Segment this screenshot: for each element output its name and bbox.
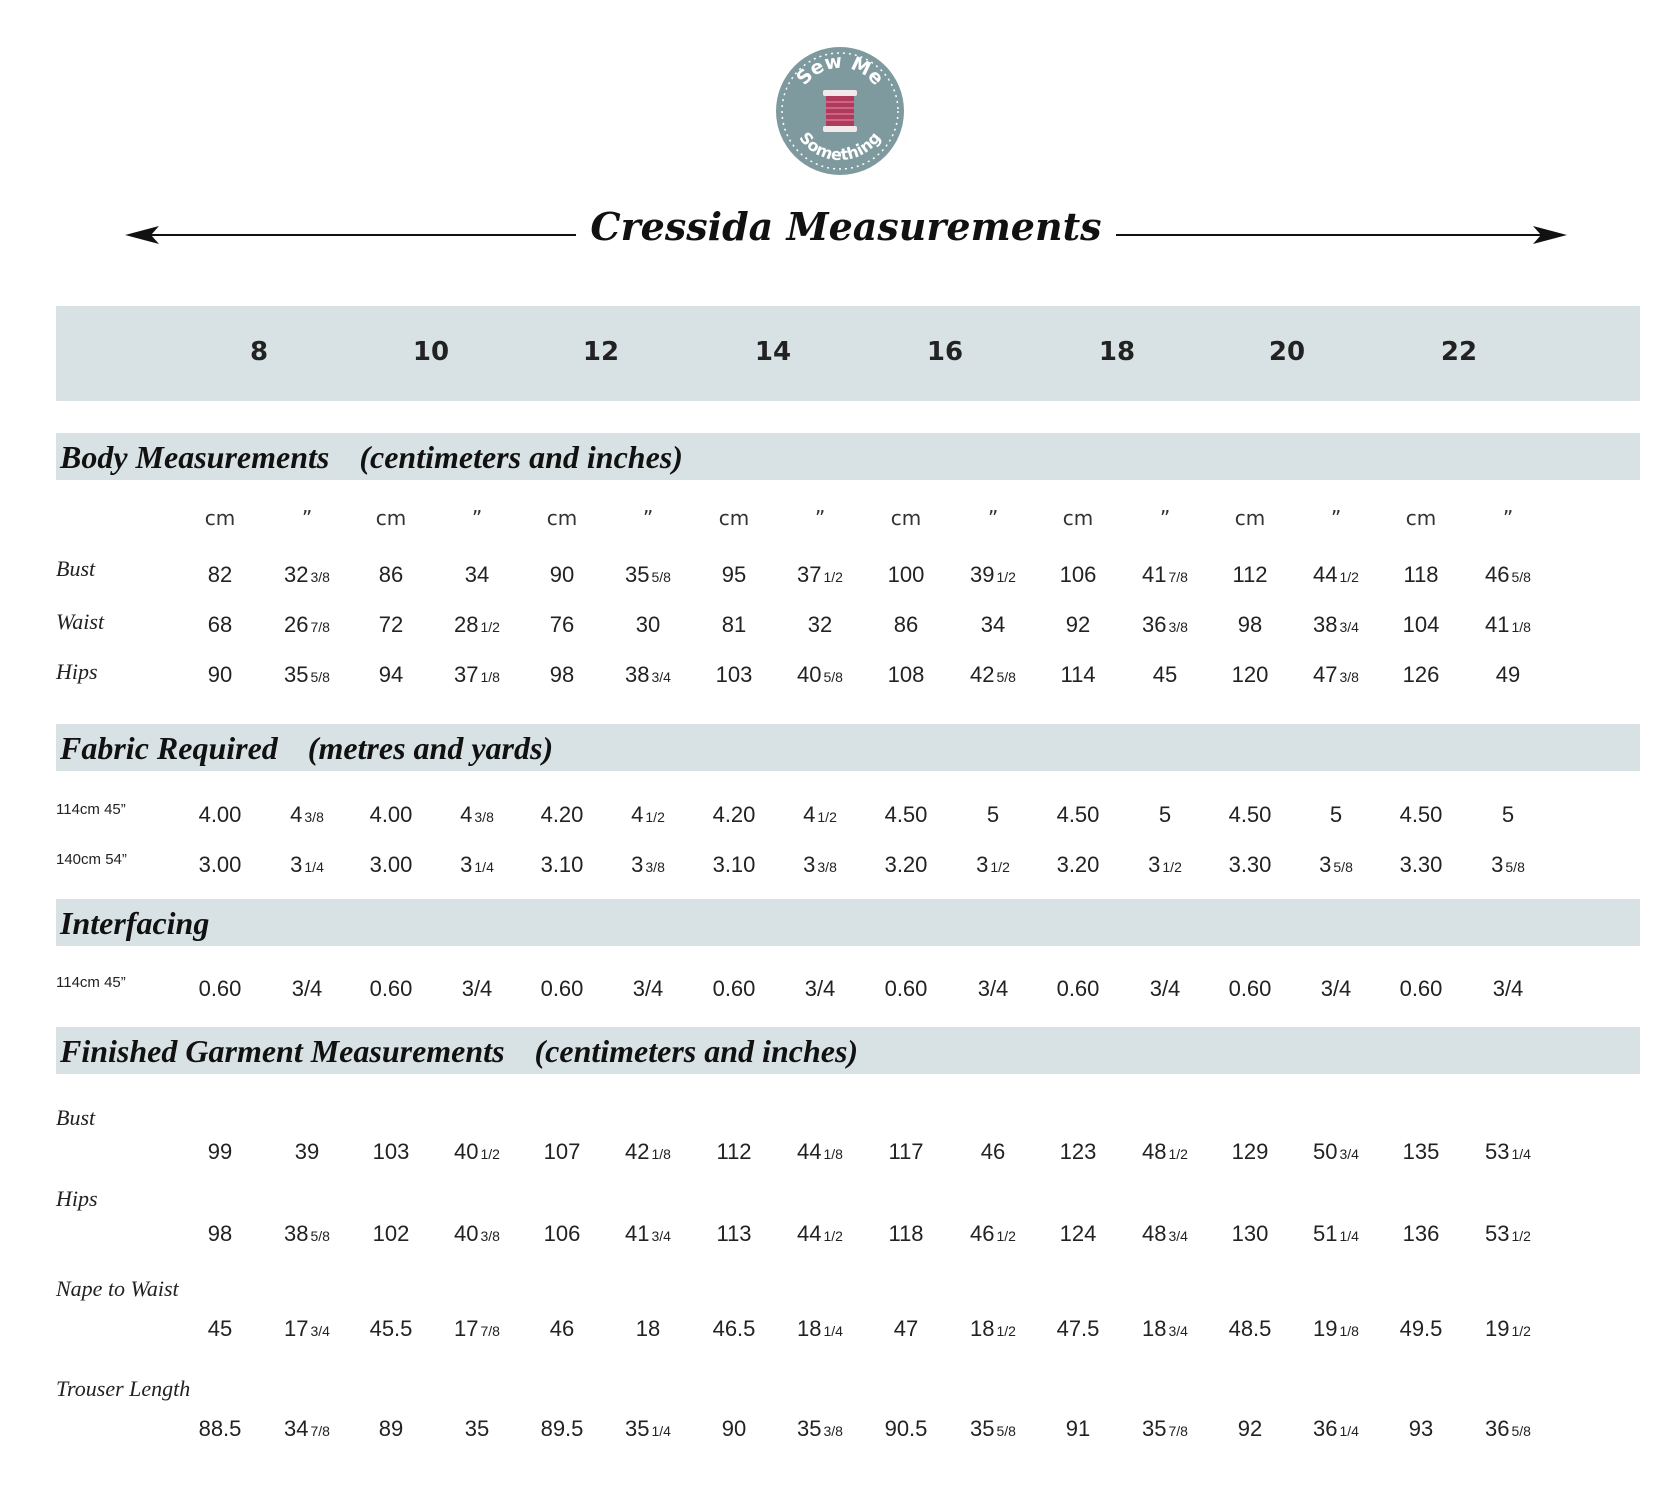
fraction: 1/2 xyxy=(1339,569,1359,585)
value-cell: 47 3/8 xyxy=(1313,662,1359,687)
fraction: 1/2 xyxy=(1162,859,1182,875)
fraction: 1/2 xyxy=(645,809,665,825)
unit-label: cm xyxy=(204,506,236,530)
fraction: 1/8 xyxy=(651,1146,671,1162)
value-cell: 92 xyxy=(1237,1416,1263,1441)
fraction: 1/4 xyxy=(823,1323,843,1339)
value-cell: 41 3/4 xyxy=(625,1221,671,1246)
value-cell: 40 5/8 xyxy=(797,662,843,687)
section-title: Finished Garment Measurements (centimeters and inches) xyxy=(60,1033,859,1069)
value-cell: 4 1/2 xyxy=(631,802,665,827)
value-cell: 26 7/8 xyxy=(284,612,330,637)
value-cell: 32 3/8 xyxy=(284,562,330,587)
fraction: 1/2 xyxy=(1168,1146,1188,1162)
size-header-band xyxy=(56,306,1640,401)
value-cell: 42 5/8 xyxy=(970,662,1016,687)
value-cell: 44 1/2 xyxy=(1313,562,1359,587)
row-label: Waist xyxy=(56,609,105,634)
fraction: 1/2 xyxy=(823,1228,843,1244)
fraction: 1/2 xyxy=(996,1228,1016,1244)
value-cell: 38 5/8 xyxy=(284,1221,330,1246)
value-cell: 35 xyxy=(464,1416,490,1441)
value-cell: 18 xyxy=(635,1316,661,1341)
value-cell: 124 xyxy=(1059,1221,1097,1246)
value-cell: 86 xyxy=(378,562,404,587)
unit-label: cm xyxy=(1405,506,1437,530)
value-cell: 45 xyxy=(1152,662,1178,687)
value-cell: 120 xyxy=(1231,662,1269,687)
value-cell: 90 xyxy=(721,1416,747,1441)
value-cell: 90.5 xyxy=(884,1416,928,1441)
fraction: 1/4 xyxy=(1511,1146,1531,1162)
value-cell: 34 xyxy=(464,562,490,587)
fraction: 7/8 xyxy=(1168,569,1188,585)
fraction: 5/8 xyxy=(1511,569,1531,585)
value-cell: 5 xyxy=(1158,802,1172,827)
row-label: Trouser Length xyxy=(56,1376,191,1401)
fraction: 5/8 xyxy=(310,1228,330,1244)
section-title: Body Measurements (centimeters and inches) xyxy=(60,439,683,475)
value-cell: 49 xyxy=(1495,662,1521,687)
value-cell: 46.5 xyxy=(712,1316,756,1341)
value-cell: 0.60 xyxy=(1399,976,1443,1001)
fraction: 1/8 xyxy=(1511,619,1531,635)
value-cell: 3 1/2 xyxy=(976,852,1010,877)
value-cell: 89 xyxy=(378,1416,404,1441)
value-cell: 37 1/8 xyxy=(454,662,500,687)
value-cell: 44 1/8 xyxy=(797,1139,843,1164)
value-cell: 32 xyxy=(807,612,833,637)
fraction: 7/8 xyxy=(480,1323,500,1339)
value-cell: 117 xyxy=(888,1139,924,1164)
unit-label: ” xyxy=(814,506,826,530)
value-cell: 107 xyxy=(543,1139,581,1164)
value-cell: 89.5 xyxy=(540,1416,584,1441)
value-cell: 3.10 xyxy=(540,852,584,877)
value-cell: 129 xyxy=(1231,1139,1269,1164)
value-cell: 44 1/2 xyxy=(797,1221,843,1246)
value-cell: 36 5/8 xyxy=(1485,1416,1531,1441)
title-row xyxy=(125,200,1567,264)
value-cell: 103 xyxy=(715,662,753,687)
row-label: Hips xyxy=(56,1186,98,1211)
fraction: 3/4 xyxy=(651,1228,671,1244)
fraction: 3/4 xyxy=(1339,1146,1359,1162)
fraction: 1/8 xyxy=(480,669,500,685)
spool-logo-icon xyxy=(775,46,905,176)
value-cell: 19 1/2 xyxy=(1485,1316,1531,1341)
value-cell: 76 xyxy=(549,612,575,637)
value-cell: 118 xyxy=(888,1221,924,1246)
fraction: 1/2 xyxy=(1511,1228,1531,1244)
value-cell: 0.60 xyxy=(1228,976,1272,1001)
value-cell: 18 1/2 xyxy=(970,1316,1016,1341)
value-cell: 4.20 xyxy=(540,802,584,827)
value-cell: 40 1/2 xyxy=(454,1139,500,1164)
value-cell: 0.60 xyxy=(369,976,413,1001)
value-cell: 40 3/8 xyxy=(454,1221,500,1246)
value-cell: 93 xyxy=(1408,1416,1434,1441)
value-cell: 4 1/2 xyxy=(803,802,837,827)
fraction: 3/4 xyxy=(1339,619,1359,635)
unit-label: ” xyxy=(1330,506,1342,530)
unit-label: ” xyxy=(642,506,654,530)
value-cell: 4.50 xyxy=(1399,802,1443,827)
value-cell: 47.5 xyxy=(1056,1316,1100,1341)
value-cell: 18 3/4 xyxy=(1142,1316,1188,1341)
size-label: 10 xyxy=(412,337,450,367)
value-cell: 86 xyxy=(893,612,919,637)
size-label: 22 xyxy=(1440,337,1478,367)
fraction: 7/8 xyxy=(310,619,330,635)
value-cell: 3.10 xyxy=(712,852,756,877)
value-cell: 36 1/4 xyxy=(1313,1416,1359,1441)
unit-label: cm xyxy=(546,506,578,530)
value-cell: 0.60 xyxy=(1056,976,1100,1001)
fraction: 1/2 xyxy=(480,619,500,635)
fraction: 1/4 xyxy=(1339,1423,1359,1439)
unit-label: cm xyxy=(1234,506,1266,530)
row-label: 114cm 45” xyxy=(56,801,126,818)
value-cell: 112 xyxy=(716,1139,752,1164)
fraction: 3/4 xyxy=(651,669,671,685)
value-cell: 45.5 xyxy=(369,1316,413,1341)
value-cell: 90 xyxy=(207,662,233,687)
fraction: 1/2 xyxy=(480,1146,500,1162)
value-cell: 3 3/8 xyxy=(803,852,837,877)
value-cell: 90 xyxy=(549,562,575,587)
value-cell: 98 xyxy=(549,662,575,687)
value-cell: 38 3/4 xyxy=(625,662,671,687)
value-cell: 35 5/8 xyxy=(970,1416,1016,1441)
value-cell: 0.60 xyxy=(712,976,756,1001)
value-cell: 68 xyxy=(207,612,233,637)
fraction: 5/8 xyxy=(1333,859,1353,875)
value-cell: 4.50 xyxy=(884,802,928,827)
value-cell: 53 1/4 xyxy=(1485,1139,1531,1164)
size-label: 12 xyxy=(582,337,620,367)
fraction: 5/8 xyxy=(823,669,843,685)
unit-label: ” xyxy=(301,506,313,530)
unit-label: cm xyxy=(1062,506,1094,530)
value-cell: 114 xyxy=(1060,662,1096,687)
section-band-fabric xyxy=(56,724,1640,771)
value-cell: 50 3/4 xyxy=(1313,1139,1359,1164)
value-cell: 4 3/8 xyxy=(290,802,324,827)
fraction: 1/2 xyxy=(996,569,1016,585)
value-cell: 118 xyxy=(1403,562,1439,587)
value-cell: 4.20 xyxy=(712,802,756,827)
fraction: 3/4 xyxy=(1168,1323,1188,1339)
value-cell: 3/4 xyxy=(1149,976,1181,1001)
value-cell: 94 xyxy=(378,662,404,687)
value-cell: 39 1/2 xyxy=(970,562,1016,587)
fraction: 3/8 xyxy=(817,859,837,875)
value-cell: 3.30 xyxy=(1399,852,1443,877)
section-band-interfacing xyxy=(56,899,1640,946)
section-title: Interfacing xyxy=(60,905,210,941)
value-cell: 99 xyxy=(207,1139,233,1164)
fraction: 1/2 xyxy=(990,859,1010,875)
fraction: 5/8 xyxy=(996,669,1016,685)
unit-label: cm xyxy=(375,506,407,530)
value-cell: 30 xyxy=(635,612,661,637)
row-label: 114cm 45” xyxy=(56,974,126,991)
value-cell: 46 xyxy=(980,1139,1006,1164)
value-cell: 45 xyxy=(207,1316,233,1341)
fraction: 1/4 xyxy=(474,859,494,875)
value-cell: 42 1/8 xyxy=(625,1139,671,1164)
value-cell: 98 xyxy=(1237,612,1263,637)
size-label: 14 xyxy=(754,337,792,367)
fraction: 5/8 xyxy=(310,669,330,685)
value-cell: 17 7/8 xyxy=(454,1316,500,1341)
value-cell: 3/4 xyxy=(1492,976,1524,1001)
section-title: Fabric Required (metres and yards) xyxy=(60,730,554,766)
value-cell: 106 xyxy=(543,1221,581,1246)
value-cell: 3/4 xyxy=(632,976,664,1001)
size-label: 8 xyxy=(249,337,269,367)
value-cell: 82 xyxy=(207,562,233,587)
value-cell: 39 xyxy=(294,1139,320,1164)
value-cell: 5 xyxy=(1501,802,1515,827)
value-cell: 102 xyxy=(372,1221,410,1246)
value-cell: 0.60 xyxy=(198,976,242,1001)
value-cell: 5 xyxy=(1329,802,1343,827)
fraction: 5/8 xyxy=(1505,859,1525,875)
value-cell: 19 1/8 xyxy=(1313,1316,1359,1341)
page-title: Cressida Measurements xyxy=(125,204,1567,249)
unit-label: ” xyxy=(987,506,999,530)
size-label: 16 xyxy=(926,337,964,367)
value-cell: 28 1/2 xyxy=(454,612,500,637)
value-cell: 126 xyxy=(1402,662,1440,687)
value-cell: 36 3/8 xyxy=(1142,612,1188,637)
value-cell: 3 3/8 xyxy=(631,852,665,877)
fraction: 1/4 xyxy=(304,859,324,875)
value-cell: 41 1/8 xyxy=(1485,612,1531,637)
value-cell: 51 1/4 xyxy=(1313,1221,1359,1246)
value-cell: 3 1/4 xyxy=(460,852,494,877)
value-cell: 35 1/4 xyxy=(625,1416,671,1441)
value-cell: 98 xyxy=(207,1221,233,1246)
row-label: 140cm 54” xyxy=(56,851,127,868)
row-label: Nape to Waist xyxy=(56,1276,179,1301)
row-label: Bust xyxy=(56,1105,96,1130)
unit-label: ” xyxy=(471,506,483,530)
value-cell: 4.00 xyxy=(369,802,413,827)
value-cell: 53 1/2 xyxy=(1485,1221,1531,1246)
fraction: 1/8 xyxy=(1339,1323,1359,1339)
sew-me-something-logo xyxy=(775,46,905,176)
value-cell: 17 3/4 xyxy=(284,1316,330,1341)
row-label: Hips xyxy=(56,659,98,684)
fraction: 1/2 xyxy=(817,809,837,825)
fraction: 1/4 xyxy=(651,1423,671,1439)
value-cell: 5 xyxy=(986,802,1000,827)
value-cell: 3 5/8 xyxy=(1319,852,1353,877)
unit-label: cm xyxy=(718,506,750,530)
fraction: 3/8 xyxy=(645,859,665,875)
value-cell: 88.5 xyxy=(198,1416,242,1441)
value-cell: 41 7/8 xyxy=(1142,562,1188,587)
value-cell: 3 5/8 xyxy=(1491,852,1525,877)
value-cell: 4 3/8 xyxy=(460,802,494,827)
value-cell: 3.00 xyxy=(369,852,413,877)
value-cell: 3.00 xyxy=(198,852,242,877)
value-cell: 91 xyxy=(1065,1416,1091,1441)
fraction: 1/4 xyxy=(1339,1228,1359,1244)
value-cell: 34 xyxy=(980,612,1006,637)
value-cell: 81 xyxy=(721,612,747,637)
value-cell: 48 1/2 xyxy=(1142,1139,1188,1164)
fraction: 3/4 xyxy=(1168,1228,1188,1244)
fraction: 5/8 xyxy=(1511,1423,1531,1439)
value-cell: 112 xyxy=(1232,562,1268,587)
value-cell: 4.50 xyxy=(1056,802,1100,827)
fraction: 7/8 xyxy=(1168,1423,1188,1439)
fraction: 1/2 xyxy=(823,569,843,585)
section-band-finished xyxy=(56,1027,1640,1074)
row-label: Bust xyxy=(56,556,96,581)
value-cell: 0.60 xyxy=(540,976,584,1001)
fraction: 3/8 xyxy=(823,1423,843,1439)
value-cell: 3.30 xyxy=(1228,852,1272,877)
value-cell: 35 7/8 xyxy=(1142,1416,1188,1441)
value-cell: 46 xyxy=(549,1316,575,1341)
logo-text-top: Sew Me xyxy=(792,50,888,90)
value-cell: 46 1/2 xyxy=(970,1221,1016,1246)
value-cell: 46 5/8 xyxy=(1485,562,1531,587)
fraction: 3/8 xyxy=(1339,669,1359,685)
fraction: 1/2 xyxy=(1511,1323,1531,1339)
unit-label: cm xyxy=(890,506,922,530)
fraction: 3/8 xyxy=(1168,619,1188,635)
fraction: 3/8 xyxy=(310,569,330,585)
value-cell: 104 xyxy=(1402,612,1440,637)
size-label: 18 xyxy=(1098,337,1136,367)
value-cell: 92 xyxy=(1065,612,1091,637)
value-cell: 95 xyxy=(721,562,747,587)
section-band-body xyxy=(56,433,1640,480)
value-cell: 3 1/2 xyxy=(1148,852,1182,877)
value-cell: 130 xyxy=(1231,1221,1269,1246)
value-cell: 35 5/8 xyxy=(284,662,330,687)
fraction: 5/8 xyxy=(996,1423,1016,1439)
value-cell: 72 xyxy=(378,612,404,637)
value-cell: 48.5 xyxy=(1228,1316,1272,1341)
fraction: 3/8 xyxy=(304,809,324,825)
value-cell: 3/4 xyxy=(977,976,1009,1001)
value-cell: 3.20 xyxy=(884,852,928,877)
value-cell: 35 5/8 xyxy=(625,562,671,587)
value-cell: 113 xyxy=(716,1221,752,1246)
value-cell: 3/4 xyxy=(1320,976,1352,1001)
logo-text-bottom: Something xyxy=(795,128,885,165)
value-cell: 3/4 xyxy=(291,976,323,1001)
value-cell: 100 xyxy=(887,562,925,587)
value-cell: 123 xyxy=(1059,1139,1097,1164)
size-label: 20 xyxy=(1268,337,1306,367)
fraction: 3/8 xyxy=(474,809,494,825)
value-cell: 18 1/4 xyxy=(797,1316,843,1341)
value-cell: 0.60 xyxy=(884,976,928,1001)
fraction: 1/2 xyxy=(996,1323,1016,1339)
value-cell: 4.00 xyxy=(198,802,242,827)
value-cell: 3/4 xyxy=(804,976,836,1001)
value-cell: 3.20 xyxy=(1056,852,1100,877)
value-cell: 35 3/8 xyxy=(797,1416,843,1441)
value-cell: 135 xyxy=(1402,1139,1440,1164)
value-cell: 103 xyxy=(372,1139,410,1164)
fraction: 7/8 xyxy=(310,1423,330,1439)
value-cell: 49.5 xyxy=(1399,1316,1443,1341)
value-cell: 136 xyxy=(1402,1221,1440,1246)
unit-label: ” xyxy=(1159,506,1171,530)
value-cell: 38 3/4 xyxy=(1313,612,1359,637)
value-cell: 48 3/4 xyxy=(1142,1221,1188,1246)
value-cell: 108 xyxy=(887,662,925,687)
value-cell: 106 xyxy=(1059,562,1097,587)
fraction: 3/8 xyxy=(480,1228,500,1244)
value-cell: 3 1/4 xyxy=(290,852,324,877)
fraction: 1/8 xyxy=(823,1146,843,1162)
value-cell: 4.50 xyxy=(1228,802,1272,827)
unit-label: ” xyxy=(1502,506,1514,530)
value-cell: 47 xyxy=(893,1316,919,1341)
value-cell: 34 7/8 xyxy=(284,1416,330,1441)
fraction: 3/4 xyxy=(310,1323,330,1339)
fraction: 5/8 xyxy=(651,569,671,585)
value-cell: 37 1/2 xyxy=(797,562,843,587)
value-cell: 3/4 xyxy=(461,976,493,1001)
